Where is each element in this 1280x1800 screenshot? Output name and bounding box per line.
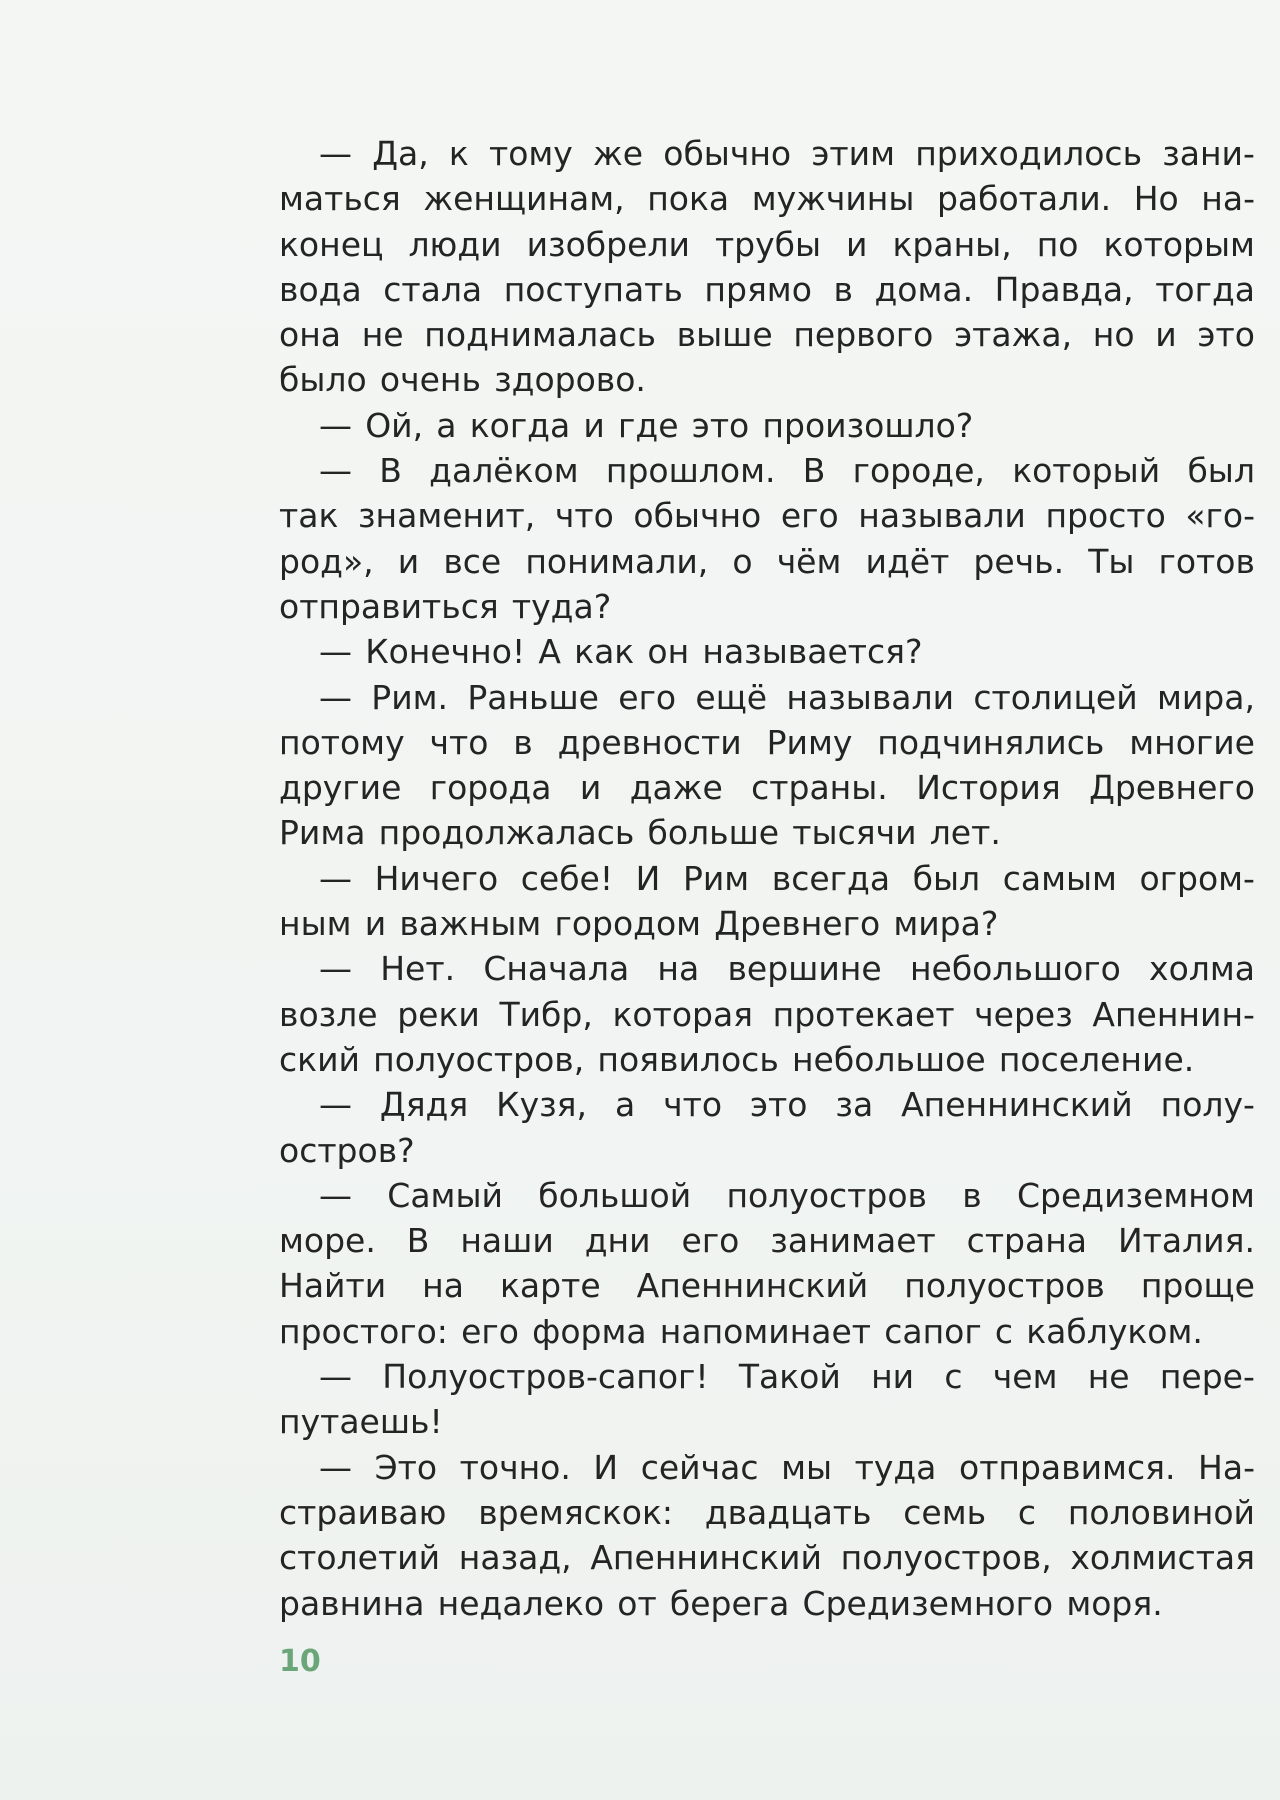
word: речь. xyxy=(973,541,1065,581)
word: люди xyxy=(408,224,502,264)
word: здорово. xyxy=(494,360,646,400)
word: этажа, xyxy=(954,315,1073,355)
word: семь xyxy=(903,1492,987,1532)
word: Ой, xyxy=(365,405,424,445)
word: Италия. xyxy=(1117,1221,1255,1261)
word: море. xyxy=(279,1221,376,1261)
text-line xyxy=(279,1535,1255,1580)
text-line xyxy=(279,131,1255,176)
word: все xyxy=(443,541,502,581)
word: на xyxy=(422,1266,464,1306)
word: важным xyxy=(399,904,542,944)
word: мира, xyxy=(1156,677,1255,717)
word: небольшое xyxy=(791,1039,986,1079)
word: которая xyxy=(612,994,754,1034)
word: Найти xyxy=(279,1266,387,1306)
word: по xyxy=(1036,224,1079,264)
word: небольшого xyxy=(909,949,1121,989)
word: мы xyxy=(781,1447,833,1487)
word: на xyxy=(657,949,700,989)
word: понимали, xyxy=(525,541,709,581)
word: огром- xyxy=(1139,858,1255,898)
word: другие xyxy=(279,768,402,808)
word: тогда xyxy=(1155,269,1255,309)
word: обычно xyxy=(663,134,792,173)
word: когда xyxy=(469,405,571,445)
word: он xyxy=(647,632,690,672)
word: она xyxy=(279,315,341,355)
word: больше xyxy=(647,813,780,853)
word: путаешь! xyxy=(279,1402,443,1442)
word: не xyxy=(361,315,404,355)
text-line xyxy=(279,448,1255,493)
word: И xyxy=(635,858,661,898)
word: что xyxy=(429,722,489,762)
word: Такой xyxy=(738,1357,841,1397)
word: Средиземного xyxy=(802,1583,1054,1623)
word: столетий xyxy=(279,1538,441,1578)
word: и xyxy=(583,405,605,445)
word: Апеннин- xyxy=(1092,994,1255,1034)
word: возле xyxy=(279,994,378,1034)
word: это xyxy=(749,1085,808,1125)
word: — xyxy=(319,949,352,989)
word: продолжалась xyxy=(378,813,635,853)
body-text xyxy=(279,131,1255,1626)
word: это xyxy=(1197,315,1255,355)
text-line xyxy=(279,1581,1255,1626)
word: Полуостров-сапог! xyxy=(382,1357,709,1397)
word: двадцать xyxy=(704,1492,872,1532)
word: зани- xyxy=(1162,134,1255,173)
word: но xyxy=(1092,315,1135,355)
word: так xyxy=(279,496,339,536)
word: Кузя, xyxy=(496,1085,588,1125)
word: половиной xyxy=(1067,1492,1255,1532)
word: отправиться xyxy=(279,586,499,626)
word: где xyxy=(618,405,679,445)
word: — xyxy=(319,1085,352,1125)
text-line xyxy=(279,1490,1255,1535)
word: вода xyxy=(279,269,362,309)
word: наши xyxy=(460,1221,554,1261)
word: простого: xyxy=(279,1311,448,1351)
word: холмистая xyxy=(1070,1538,1255,1578)
word: страны. xyxy=(751,768,888,808)
text-line xyxy=(279,1309,1255,1354)
word: назад, xyxy=(458,1538,572,1578)
text-line xyxy=(279,1354,1255,1399)
word: очень xyxy=(379,360,481,400)
word: за xyxy=(835,1085,874,1125)
word: дни xyxy=(584,1221,651,1261)
word: полу- xyxy=(1160,1085,1255,1125)
word: отправимся. xyxy=(959,1447,1176,1487)
word: обычно xyxy=(633,496,762,536)
word: лет. xyxy=(929,813,1001,853)
word: берега xyxy=(669,1583,790,1623)
word: полуостров, xyxy=(373,1039,585,1079)
word: городе, xyxy=(852,451,985,491)
word: на- xyxy=(1201,179,1255,219)
word: готов xyxy=(1158,541,1255,581)
word: с xyxy=(944,1357,963,1397)
word: от xyxy=(617,1583,657,1623)
word: поселение. xyxy=(998,1039,1195,1079)
word: прошлом. xyxy=(605,451,776,491)
word: был xyxy=(1187,451,1255,491)
word: Правда, xyxy=(994,269,1134,309)
text-line xyxy=(279,403,1255,448)
word: — xyxy=(319,632,352,672)
word: себе! xyxy=(520,858,614,898)
word: полуостров xyxy=(904,1266,1105,1306)
word: времяскок: xyxy=(478,1492,673,1532)
word: род», xyxy=(279,541,374,581)
word: Рима xyxy=(279,813,366,853)
word: и xyxy=(1155,315,1177,355)
word: городом xyxy=(554,904,702,944)
word: карте xyxy=(500,1266,601,1306)
text-line xyxy=(279,312,1255,357)
word: который xyxy=(1012,451,1161,491)
word: В xyxy=(406,1221,430,1261)
word: Ничего xyxy=(374,858,499,898)
word: Средиземном xyxy=(1016,1175,1255,1215)
word: идёт xyxy=(865,541,950,581)
text-line xyxy=(279,1082,1255,1127)
word: — xyxy=(319,1447,352,1487)
text-line xyxy=(279,176,1255,221)
word: Апеннинский xyxy=(901,1085,1133,1125)
word: проще xyxy=(1140,1266,1255,1306)
word: Риму xyxy=(766,722,853,762)
word: пере- xyxy=(1159,1357,1255,1397)
word: полуостров, xyxy=(840,1538,1052,1578)
word: что xyxy=(554,496,614,536)
word: самым xyxy=(1002,858,1117,898)
word: изобрели xyxy=(526,224,690,264)
word: не xyxy=(1087,1357,1130,1397)
word: называется? xyxy=(702,632,923,672)
text-line xyxy=(279,1399,1255,1444)
word: сапог xyxy=(884,1311,982,1351)
word: даже xyxy=(629,768,723,808)
word: столицей xyxy=(973,677,1138,717)
word: поступать xyxy=(503,269,683,309)
text-line xyxy=(279,946,1255,991)
word: Сначала xyxy=(483,949,630,989)
word: чём xyxy=(776,541,842,581)
word: равнина xyxy=(279,1583,425,1623)
word: Но xyxy=(1133,179,1179,219)
word: подчинялись xyxy=(877,722,1105,762)
word: История xyxy=(916,768,1061,808)
word: приходилось xyxy=(915,134,1143,173)
word: дома. xyxy=(874,269,974,309)
word: было xyxy=(279,360,367,400)
word: что xyxy=(663,1085,723,1125)
word: Нет. xyxy=(380,949,456,989)
word: Раньше xyxy=(467,677,599,717)
word: краны, xyxy=(892,224,1012,264)
word: его xyxy=(461,1311,519,1351)
text-line xyxy=(279,1037,1255,1082)
word: поднималась xyxy=(424,315,656,355)
word: в xyxy=(513,722,533,762)
text-line xyxy=(279,1173,1255,1218)
word: тому xyxy=(489,134,573,173)
word: сейчас xyxy=(640,1447,759,1487)
word: древности xyxy=(557,722,742,762)
word: протекает xyxy=(772,994,955,1034)
word: Тибр, xyxy=(499,994,593,1034)
word: его xyxy=(618,677,677,717)
text-line xyxy=(279,1263,1255,1308)
word: мира? xyxy=(893,904,999,944)
word: как xyxy=(574,632,635,672)
text-line xyxy=(279,901,1255,946)
word: и xyxy=(846,224,868,264)
word: с xyxy=(1017,1492,1037,1532)
word: На- xyxy=(1198,1447,1255,1487)
word: недалеко xyxy=(437,1583,605,1623)
word: Апеннинский xyxy=(636,1266,869,1306)
word: туда? xyxy=(511,586,612,626)
word: через xyxy=(974,994,1073,1034)
page-number: 10 xyxy=(279,1644,321,1679)
word: многие xyxy=(1129,722,1255,762)
word: точно. xyxy=(459,1447,571,1487)
word: — xyxy=(319,451,352,491)
word: вершине xyxy=(727,949,882,989)
text-line xyxy=(279,1218,1255,1263)
word: напоминает xyxy=(659,1311,872,1351)
text-line xyxy=(279,493,1255,538)
word: пока xyxy=(647,179,730,219)
word: и xyxy=(579,768,602,808)
text-line xyxy=(279,539,1255,584)
word: появилось xyxy=(597,1039,779,1079)
word: Древнего xyxy=(714,904,881,944)
word: в xyxy=(962,1175,982,1215)
word: А xyxy=(538,632,561,672)
word: это xyxy=(691,405,750,445)
word: большой xyxy=(538,1175,692,1215)
word: потому xyxy=(279,722,405,762)
word: женщинам, xyxy=(423,179,625,219)
word: занимает xyxy=(770,1221,936,1261)
word: остров? xyxy=(279,1130,415,1170)
word: Рим. xyxy=(371,677,449,717)
text-line xyxy=(279,1128,1255,1173)
word: которым xyxy=(1103,224,1255,264)
word: выше xyxy=(676,315,773,355)
word: его xyxy=(780,496,839,536)
word: — xyxy=(319,677,352,717)
word: первого xyxy=(793,315,934,355)
word: а xyxy=(614,1085,636,1125)
word: моря. xyxy=(1066,1583,1163,1623)
text-line xyxy=(279,675,1255,720)
word: а xyxy=(436,405,457,445)
word: полуостров xyxy=(726,1175,927,1215)
word: ни xyxy=(871,1357,915,1397)
word: и xyxy=(397,541,420,581)
word: этим xyxy=(811,134,895,173)
word: конец xyxy=(279,224,384,264)
word: Самый xyxy=(387,1175,503,1215)
word: и xyxy=(364,904,387,944)
word: холма xyxy=(1149,949,1255,989)
word: в xyxy=(833,269,853,309)
word: мужчины xyxy=(751,179,915,219)
text-line xyxy=(279,810,1255,855)
text-line xyxy=(279,856,1255,901)
word: работали. xyxy=(936,179,1112,219)
word: ский xyxy=(279,1039,360,1079)
word: — xyxy=(319,405,352,445)
word: Древнего xyxy=(1089,768,1255,808)
word: Дядя xyxy=(379,1085,469,1125)
text-line xyxy=(279,222,1255,267)
word: — xyxy=(319,1357,352,1397)
word: города xyxy=(429,768,552,808)
word: был xyxy=(912,858,981,898)
word: просто xyxy=(1045,496,1166,536)
word: форма xyxy=(532,1311,647,1351)
text-line xyxy=(279,584,1255,629)
word: Рим xyxy=(682,858,750,898)
word: называли xyxy=(786,677,955,717)
word: туда xyxy=(854,1447,937,1487)
word: реки xyxy=(397,994,480,1034)
word: Это xyxy=(374,1447,438,1487)
word: произошло? xyxy=(762,405,974,445)
word: «го- xyxy=(1185,496,1255,536)
text-line xyxy=(279,720,1255,765)
word: о xyxy=(732,541,753,581)
word: каблуком. xyxy=(1026,1311,1203,1351)
word: — xyxy=(319,1175,352,1215)
word: Да, xyxy=(372,134,429,173)
word: Конечно! xyxy=(365,632,526,672)
word: И xyxy=(593,1447,619,1487)
text-line xyxy=(279,992,1255,1037)
word: же xyxy=(593,134,644,173)
word: — xyxy=(319,858,352,898)
word: маться xyxy=(279,179,401,219)
word: Апеннинский xyxy=(590,1538,822,1578)
text-line xyxy=(279,765,1255,810)
word: ещё xyxy=(695,677,768,717)
word: к xyxy=(448,134,469,173)
text-line xyxy=(279,267,1255,312)
word: — xyxy=(319,134,352,173)
word: трубы xyxy=(714,224,822,264)
word: тысячи xyxy=(792,813,917,853)
text-line xyxy=(279,629,1255,674)
word: далёком xyxy=(429,451,579,491)
word: прямо xyxy=(704,269,812,309)
word: страиваю xyxy=(279,1492,447,1532)
word: с xyxy=(994,1311,1014,1351)
word: его xyxy=(681,1221,740,1261)
text-line xyxy=(279,1445,1255,1490)
word: В xyxy=(379,451,402,491)
word: Ты xyxy=(1088,541,1135,581)
word: всегда xyxy=(771,858,891,898)
word: ным xyxy=(279,904,352,944)
word: страна xyxy=(966,1221,1088,1261)
word: чем xyxy=(992,1357,1058,1397)
word: называли xyxy=(858,496,1026,536)
word: В xyxy=(802,451,826,491)
word: знаменит, xyxy=(357,496,536,536)
word: стала xyxy=(383,269,483,309)
text-line xyxy=(279,357,1255,402)
